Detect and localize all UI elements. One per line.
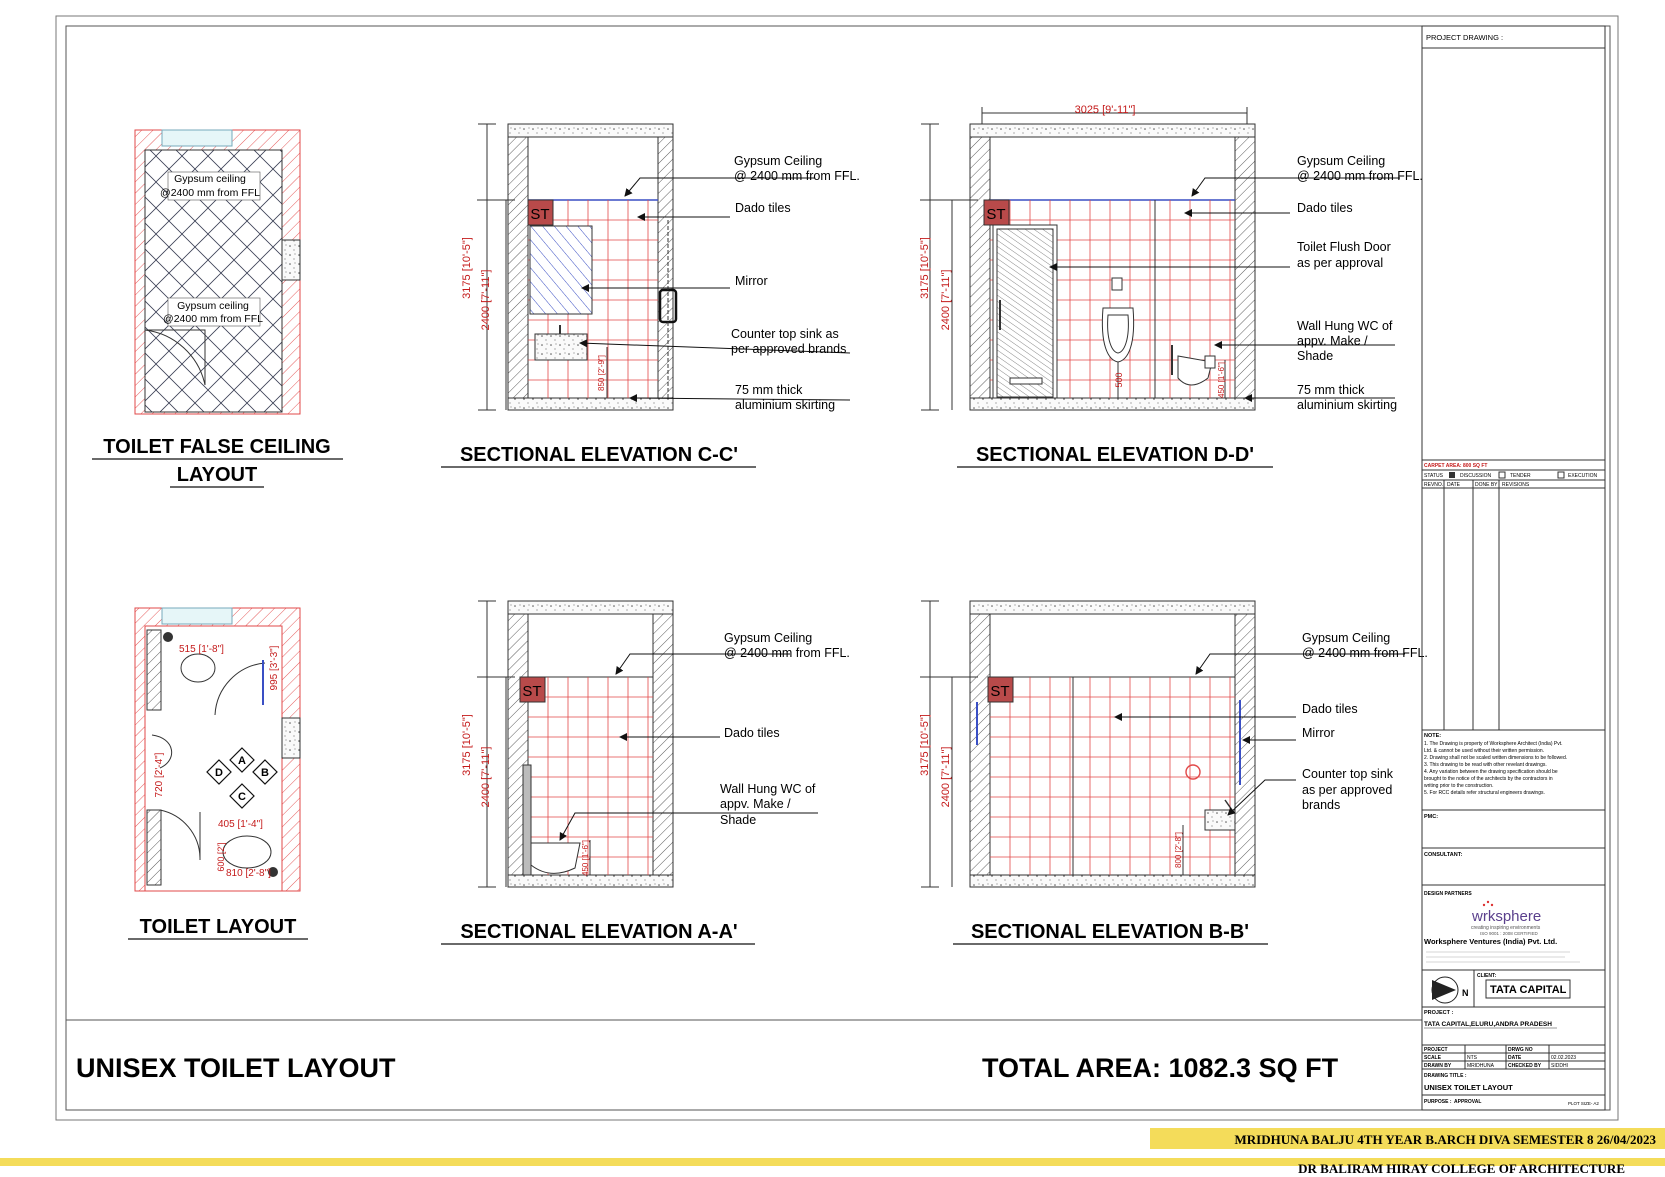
plan-dim-1: 515 [1'-8"] bbox=[179, 644, 224, 655]
tb-client-name: TATA CAPITAL bbox=[1490, 984, 1567, 996]
dim-aa-wc: 450 [1'-6"] bbox=[581, 840, 590, 876]
plan-dim-4: 405 [1'-4"] bbox=[218, 819, 263, 830]
elevation-bb bbox=[919, 601, 1255, 887]
dd-note-door-2: as per approval bbox=[1297, 256, 1384, 270]
cc-leaders bbox=[580, 178, 850, 400]
false-ceiling-note-1-line2: @2400 mm from FFL bbox=[160, 187, 260, 199]
tb-execution: EXECUTION bbox=[1568, 473, 1598, 479]
tb-company: Worksphere Ventures (India) Pvt. Ltd. bbox=[1424, 937, 1558, 946]
tb-iso: ISO 9001 : 2008 CERTIFIED bbox=[1480, 931, 1538, 936]
false-ceiling-note-2-line1: Gypsum ceiling bbox=[177, 300, 249, 312]
false-ceiling-title-line1: TOILET FALSE CEILING bbox=[103, 436, 331, 458]
dd-note-dado: Dado tiles bbox=[1297, 201, 1353, 215]
tb-status: STATUS bbox=[1424, 473, 1443, 479]
tb-logo-w: w bbox=[1472, 908, 1483, 925]
tb-drawing-title: UNISEX TOILET LAYOUT bbox=[1424, 1083, 1513, 1092]
tb-rev-doneby: DONE BY bbox=[1475, 482, 1498, 488]
tb-consultant: CONSULTANT: bbox=[1424, 852, 1463, 858]
dd-note-skirting-2: aluminium skirting bbox=[1297, 398, 1398, 412]
tb-note-line: 3. This drawing to be read with other revelant drawings. bbox=[1424, 762, 1547, 768]
dim-aa-overall: 3175 [10'-5"] bbox=[461, 714, 473, 776]
elevation-aa bbox=[461, 601, 673, 887]
tb-project-name: TATA CAPITAL,ELURU,ANDRA PRADESH bbox=[1424, 1021, 1552, 1028]
tb-logo-rest: rksphere bbox=[1482, 908, 1542, 925]
aa-note-gypsum-2: @ 2400 mm from FFL. bbox=[724, 646, 850, 660]
bb-note-dado: Dado tiles bbox=[1302, 702, 1358, 716]
dim-cc-ceiling: 2400 [7'-11"] bbox=[480, 269, 492, 331]
tb-checked-lbl: CHECKED BY bbox=[1508, 1063, 1542, 1069]
dim-bb-ceiling: 2400 [7'-11"] bbox=[940, 746, 952, 808]
bb-title: SECTIONAL ELEVATION B-B' bbox=[970, 921, 1250, 943]
tb-tender: TENDER bbox=[1510, 473, 1531, 479]
marker-a: A bbox=[238, 755, 246, 767]
dd-note-skirting-1: 75 mm thick bbox=[1297, 383, 1365, 397]
aa-note-wc-2: appv. Make / bbox=[720, 797, 791, 811]
elevation-cc bbox=[461, 124, 676, 410]
marker-d: D bbox=[215, 767, 223, 779]
dd-note-gypsum-2: @ 2400 mm from FFL. bbox=[1297, 169, 1423, 183]
tb-north: N bbox=[1462, 988, 1469, 998]
cc-note-gypsum-2: @ 2400 mm from FFL. bbox=[734, 169, 860, 183]
tb-logo-tag: creating inspiring environments bbox=[1471, 925, 1541, 931]
plan-dim-3: 720 [2'-4"] bbox=[154, 752, 165, 798]
dd-note-wc-2: appv. Make / bbox=[1297, 334, 1368, 348]
dd-note-wc-3: Shade bbox=[1297, 349, 1334, 363]
dim-bb-sink: 800 [2'-8"] bbox=[1174, 832, 1183, 868]
tb-project-drawing: PROJECT DRAWING : bbox=[1426, 33, 1504, 42]
tb-project-lbl: PROJECT bbox=[1424, 1047, 1448, 1053]
aa-note-wc-1: Wall Hung WC of bbox=[720, 782, 816, 796]
tb-logo bbox=[1471, 908, 1541, 925]
tb-rev-date: DATE bbox=[1447, 482, 1460, 488]
dim-bb-overall: 3175 [10'-5"] bbox=[919, 714, 931, 776]
dim-dd-wc: 450 [1'-6"] bbox=[1217, 362, 1226, 398]
tb-discussion: DISCUSSION bbox=[1460, 473, 1492, 479]
aa-note-dado: Dado tiles bbox=[724, 726, 780, 740]
aa-note-wc-3: Shade bbox=[720, 813, 757, 827]
tb-note-line: 1. The Drawing is property of Worksphere Architect (India) Pvt. bbox=[1424, 741, 1563, 747]
tb-note-line: 4. Any variation between the drawing specification should be bbox=[1424, 769, 1558, 775]
aa-leaders bbox=[560, 654, 818, 840]
tb-pmc: PMC: bbox=[1424, 814, 1439, 820]
plan-dim-2: 995 [3'-3"] bbox=[269, 645, 280, 691]
cc-note-skirting-1: 75 mm thick bbox=[735, 383, 803, 397]
footer bbox=[0, 1128, 1665, 1176]
false-ceiling-plan bbox=[135, 130, 300, 414]
tb-note-line: Ltd. & cannot be used without their written permission. bbox=[1424, 748, 1545, 754]
tb-date-lbl: DATE bbox=[1508, 1055, 1522, 1061]
cc-note-dado: Dado tiles bbox=[735, 201, 791, 215]
false-ceiling-note-2-line2: @2400 mm from FFL bbox=[163, 313, 263, 325]
bb-note-sink-1: Counter top sink bbox=[1302, 767, 1394, 781]
tb-carpet: CARPET AREA: 800 SQ FT bbox=[1424, 463, 1488, 469]
cc-note-sink-1: Counter top sink as bbox=[731, 327, 839, 341]
tb-note-line: 5. For RCC details refer structural engineers drawings. bbox=[1424, 790, 1545, 796]
tb-project-head: PROJECT : bbox=[1424, 1010, 1454, 1016]
bb-note-gypsum-2: @ 2400 mm from FFL. bbox=[1302, 646, 1428, 660]
dim-dd-urinal: 500 bbox=[1114, 372, 1124, 388]
tb-note-line: brought to the notice of the architects by the contractors in bbox=[1424, 776, 1553, 782]
bb-note-gypsum-1: Gypsum Ceiling bbox=[1302, 631, 1391, 645]
st-dd: ST bbox=[986, 206, 1006, 223]
cc-note-gypsum-1: Gypsum Ceiling bbox=[734, 154, 823, 168]
tb-purpose: APPROVAL bbox=[1454, 1099, 1482, 1105]
tb-drawing-title-lbl: DRAWING TITLE : bbox=[1424, 1073, 1467, 1079]
bb-note-mirror: Mirror bbox=[1302, 726, 1335, 740]
cc-note-mirror: Mirror bbox=[735, 274, 768, 288]
total-area: TOTAL AREA: 1082.3 SQ FT bbox=[982, 1053, 1339, 1083]
toilet-layout-title: TOILET LAYOUT bbox=[139, 916, 297, 938]
bb-note-sink-3: brands bbox=[1302, 798, 1341, 812]
dim-dd-width: 3025 [9'-11"] bbox=[1074, 104, 1136, 116]
footer-line-2: DR BALIRAM HIRAY COLLEGE OF ARCHITECTURE bbox=[1298, 1161, 1625, 1176]
st-aa: ST bbox=[522, 683, 542, 700]
tb-plot: PLOT SIZE- A2 bbox=[1568, 1101, 1599, 1106]
dd-note-wc-1: Wall Hung WC of bbox=[1297, 319, 1393, 333]
tb-scale-val: NTS bbox=[1467, 1055, 1477, 1061]
tb-note-line: writing prior to the construction. bbox=[1424, 783, 1494, 789]
dd-title: SECTIONAL ELEVATION D-D' bbox=[975, 444, 1255, 466]
dim-cc-sink: 850 [2'-9"] bbox=[597, 355, 606, 391]
tb-checked-val: SIDDHI bbox=[1551, 1063, 1568, 1069]
tb-purpose-lbl: PURPOSE : bbox=[1424, 1099, 1452, 1105]
dim-dd-overall: 3175 [10'-5"] bbox=[919, 237, 931, 299]
plan-dim-5: 600 [2'] bbox=[216, 842, 226, 872]
tb-drawn-lbl: DRAWN BY bbox=[1424, 1063, 1452, 1069]
tb-design-partners: DESIGN PARTNERS bbox=[1424, 891, 1472, 897]
aa-note-gypsum-1: Gypsum Ceiling bbox=[724, 631, 813, 645]
dd-note-gypsum-1: Gypsum Ceiling bbox=[1297, 154, 1386, 168]
dd-note-door-1: Toilet Flush Door bbox=[1297, 240, 1391, 254]
footer-line-1: MRIDHUNA BALJU 4TH YEAR B.ARCH DIVA SEMESTER 8 26/04/2023 bbox=[1234, 1132, 1656, 1147]
st-bb: ST bbox=[990, 683, 1010, 700]
marker-c: C bbox=[238, 791, 246, 803]
tb-dwg-no: DRWG NO bbox=[1508, 1047, 1533, 1053]
plan-dim-6: 810 [2'-8"] bbox=[226, 868, 271, 879]
toilet-plan bbox=[135, 608, 300, 891]
bb-note-sink-2: as per approved bbox=[1302, 783, 1393, 797]
marker-b: B bbox=[261, 767, 269, 779]
cc-title: SECTIONAL ELEVATION C-C' bbox=[459, 444, 739, 466]
false-ceiling-title-line2: LAYOUT bbox=[176, 464, 258, 486]
aa-title: SECTIONAL ELEVATION A-A' bbox=[460, 921, 738, 943]
false-ceiling-note-1-line1: Gypsum ceiling bbox=[174, 173, 246, 185]
dim-aa-ceiling: 2400 [7'-11"] bbox=[480, 746, 492, 808]
cc-note-skirting-2: aluminium skirting bbox=[735, 398, 836, 412]
dim-dd-ceiling: 2400 [7'-11"] bbox=[940, 269, 952, 331]
tb-client: CLIENT: bbox=[1477, 973, 1497, 979]
dim-cc-overall: 3175 [10'-5"] bbox=[461, 237, 473, 299]
tb-note-line: 2. Drawing shall not be scaled written dimensions to be followed. bbox=[1424, 755, 1568, 761]
tb-scale-lbl: SCALE bbox=[1424, 1055, 1441, 1061]
tb-rev-no: REVNO. bbox=[1424, 482, 1444, 488]
tb-rev-revisions: REVISIONS bbox=[1502, 482, 1530, 488]
cc-note-sink-2: per approved brands bbox=[731, 342, 847, 356]
tb-date-val: 02.02.2023 bbox=[1551, 1055, 1577, 1061]
tb-drawn-val: MRIDHUNA bbox=[1467, 1063, 1494, 1069]
title-block bbox=[1422, 26, 1605, 1110]
tb-note-head: NOTE: bbox=[1424, 733, 1442, 739]
st-cc: ST bbox=[530, 206, 550, 223]
sheet-title: UNISEX TOILET LAYOUT bbox=[76, 1053, 396, 1083]
elevation-dd bbox=[919, 104, 1255, 410]
